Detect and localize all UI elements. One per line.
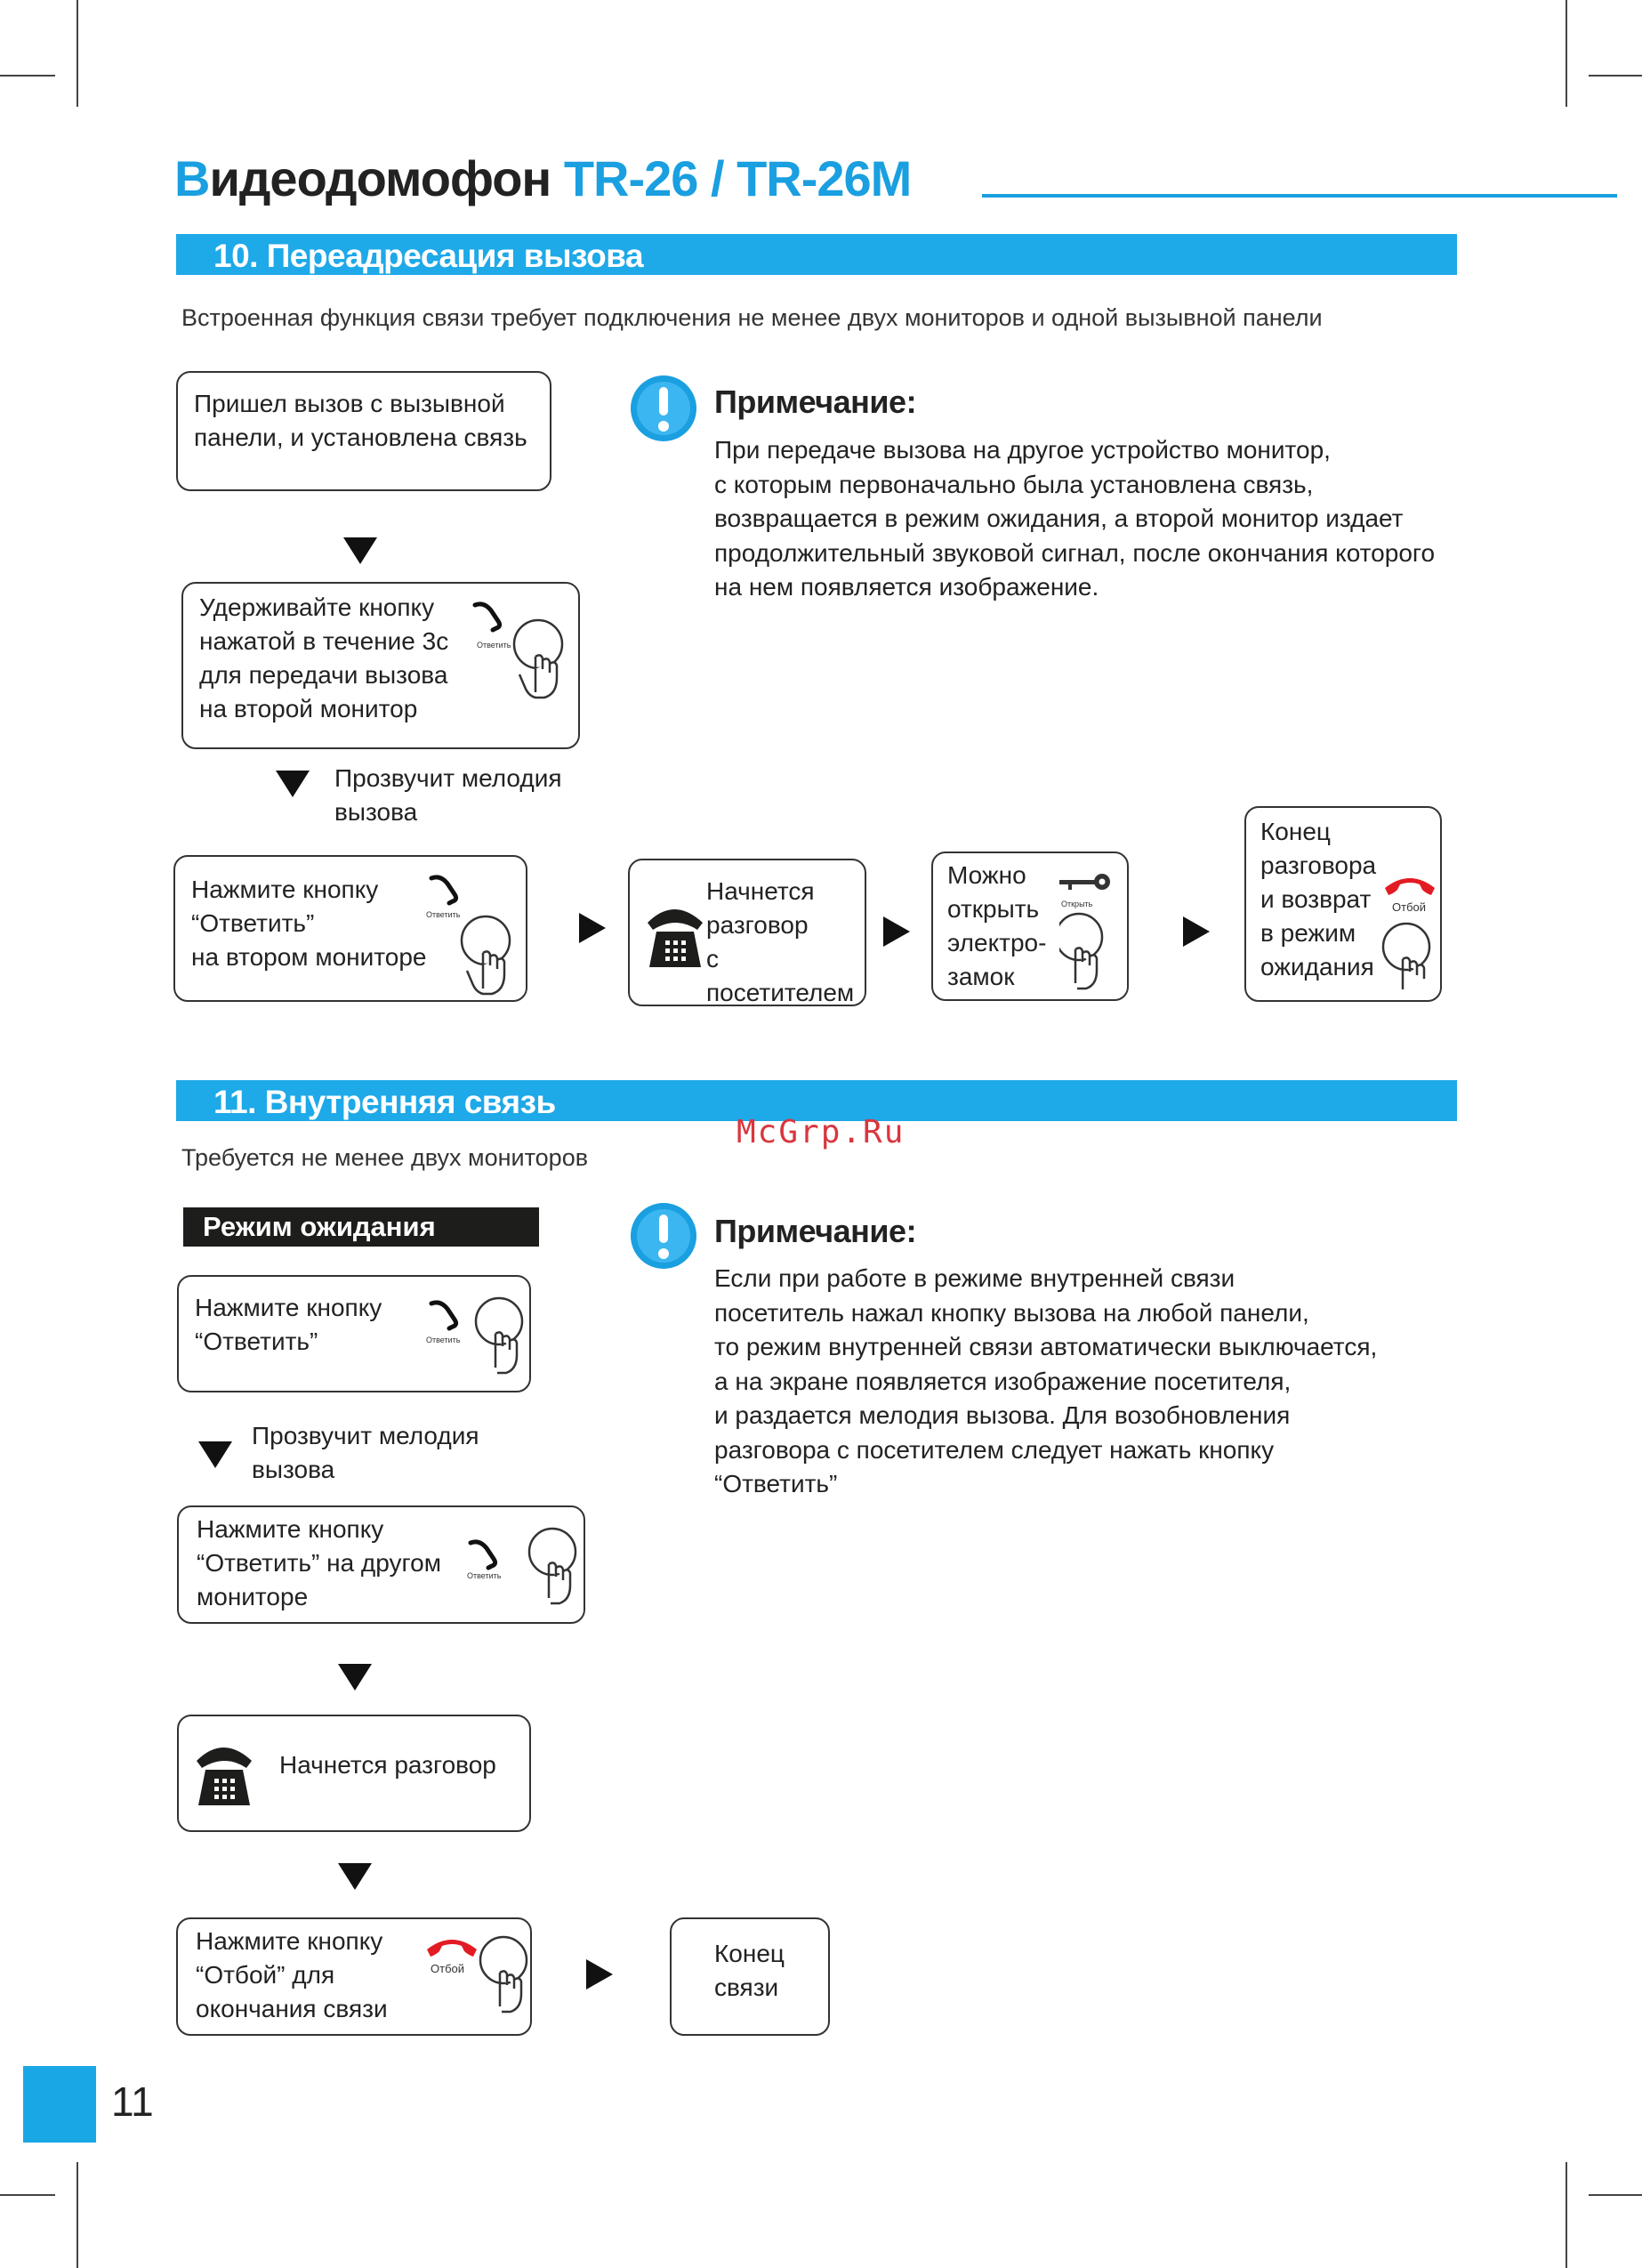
step-text: Начнется разговор с посетителем — [706, 877, 855, 1006]
hangup-button-icon: Отбой — [1380, 870, 1444, 995]
info-exclamation-icon — [630, 1202, 697, 1270]
watermark: McGrp.Ru — [736, 1114, 906, 1150]
info-exclamation-icon — [630, 375, 697, 442]
crop-mark — [1589, 2194, 1642, 2196]
crop-mark — [76, 0, 78, 107]
flow-step-open-lock — [931, 852, 1129, 1001]
flow-step-hold-button — [181, 582, 580, 749]
page-number: 11 — [111, 2078, 154, 2125]
arrow-right-icon — [883, 916, 910, 947]
answer-button-icon: Ответить — [470, 601, 576, 699]
flow-step-press-answer — [177, 1275, 531, 1392]
flow-step-press-answer-second — [173, 855, 527, 1002]
answer-button-icon: Ответить — [426, 1286, 524, 1392]
step-text: Удерживайте кнопку нажатой в течение 3с для передачи вызова на второй монитор — [199, 593, 449, 722]
crop-mark — [0, 2194, 55, 2196]
arrow-down-icon — [338, 1664, 372, 1691]
step-text: Нажмите кнопку “Отбой” для окончания связи — [196, 1927, 388, 2022]
step-text: Нажмите кнопку “Ответить” на другом мониторе — [197, 1515, 441, 1610]
note-title: Примечание: — [714, 1213, 917, 1249]
note-body: При передаче вызова на другое устройство монитор, с которым первоначально была установлена связь, возвращается в режим ожидания, а второй монитор издает продолжительный звуковой сигнал, после окончания которого на нем появляется изображение. — [714, 436, 1436, 601]
answer-button-icon: Ответить — [465, 1516, 581, 1623]
arrow-down-icon — [276, 771, 310, 797]
answer-button-icon: Ответить — [426, 875, 524, 999]
section-11-header: 11. Внутренняя связь — [176, 1080, 1457, 1121]
page-number-block — [23, 2066, 96, 2143]
flow-step-end-connection — [670, 1917, 830, 2036]
flow-step-press-answer-other — [177, 1505, 585, 1624]
note-title: Примечание: — [714, 383, 917, 420]
crop-mark — [1589, 75, 1642, 77]
hangup-button-icon: Отбой — [425, 1925, 530, 2035]
step-text: Конец разговора и возврат в режим ожидания — [1260, 818, 1377, 981]
flow-note-melody: Прозвучит мелодия вызова — [334, 764, 562, 826]
crop-mark — [76, 2162, 78, 2268]
step-text: Начнется разговор — [279, 1751, 496, 1779]
step-text: Нажмите кнопку “Ответить” — [195, 1294, 382, 1355]
crop-mark — [1566, 2162, 1567, 2268]
phone-icon — [193, 1734, 255, 1812]
step-text: Пришел вызов с вызывной панели, и установлена связь — [194, 390, 527, 451]
arrow-right-icon — [586, 1959, 613, 1990]
flow-step-press-hangup — [176, 1917, 532, 2036]
note-body: Если при работе в режиме внутренней связи посетитель нажал кнопку вызова на любой панели, то режим внутренней связи автоматически выключается, а на экране появляется изображение посетителя, и раздается мелодия вызова. Для возобновления разговора с посетителем следует нажать кнопку “Ответить” — [714, 1264, 1378, 1497]
arrow-down-icon — [198, 1441, 232, 1468]
step-text: Нажмите кнопку “Ответить” на втором мониторе — [191, 876, 427, 971]
flow-note-melody: Прозвучит мелодия вызова — [252, 1422, 479, 1483]
flow-step-conversation-start — [177, 1715, 531, 1832]
mode-label: Режим ожидания — [183, 1207, 539, 1247]
arrow-right-icon — [1183, 916, 1210, 947]
title-rule — [982, 194, 1617, 198]
crop-mark — [0, 75, 55, 77]
section-10-header: 10. Переадресация вызова — [176, 234, 1457, 275]
arrow-down-icon — [338, 1863, 372, 1890]
flow-step-incoming-call — [176, 371, 551, 491]
step-text: Конец связи — [714, 1940, 785, 2001]
step-text: Можно открыть электро- замок — [947, 861, 1047, 990]
open-button-icon: Открыть — [1059, 868, 1131, 992]
phone-icon — [644, 900, 706, 971]
flow-step-conversation — [628, 859, 866, 1006]
section-11-intro: Требуется не менее двух мониторов — [181, 1144, 589, 1171]
arrow-down-icon — [343, 537, 377, 564]
arrow-right-icon — [579, 913, 606, 943]
page-title: Видеодомофон TR-26 / TR-26M — [174, 150, 912, 206]
flow-step-end-call — [1244, 806, 1442, 1002]
crop-mark — [1566, 0, 1567, 107]
section-10-intro: Встроенная функция связи требует подключения не менее двух мониторов и одной вызывной панели — [181, 304, 1323, 331]
